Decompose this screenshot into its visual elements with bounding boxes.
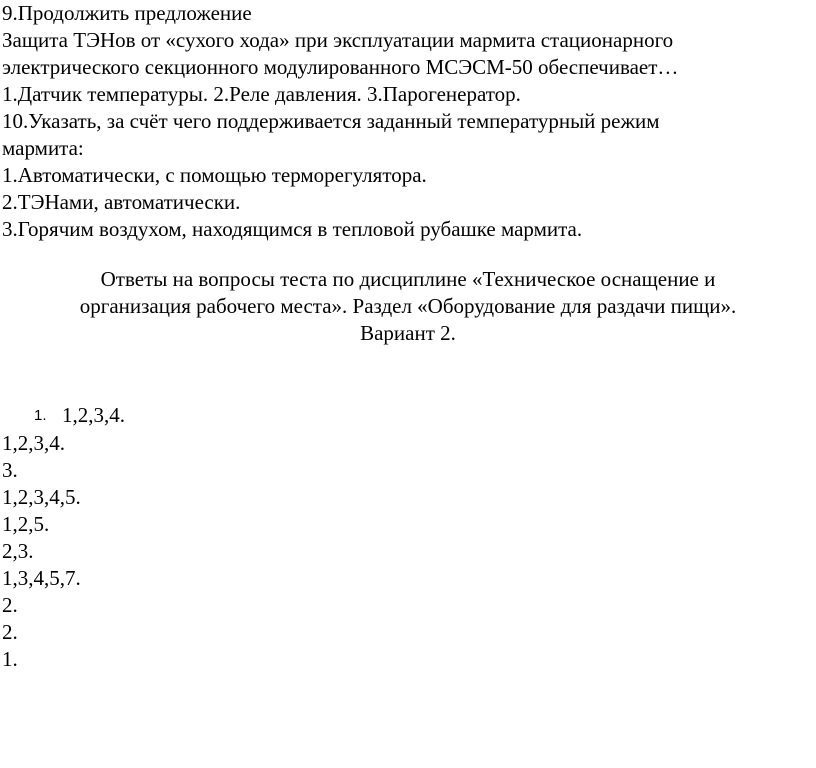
answer-3: 3. xyxy=(2,458,18,482)
question-9-title: 9.Продолжить предложение xyxy=(2,1,252,25)
answers-heading-line-1: Ответы на вопросы теста по дисциплине «Техническое оснащение и xyxy=(100,267,716,291)
question-10-option-3: 3.Горячим воздухом, находящимся в тепловой рубашке мармита. xyxy=(2,217,583,241)
answers-heading-variant: Вариант 2. xyxy=(360,321,456,345)
question-10-text-line-1: 10.Указать, за счёт чего поддерживается заданный температурный режим xyxy=(2,109,660,133)
answer-9: 2. xyxy=(2,620,18,644)
answer-5: 1,2,5. xyxy=(2,512,50,536)
answer-list-marker: 1. xyxy=(34,407,47,424)
answer-7: 1,3,4,5,7. xyxy=(2,566,81,590)
question-9-text-line-1: Защита ТЭНов от «сухого хода» при эксплуатации мармита стационарного xyxy=(2,28,674,52)
answer-8: 2. xyxy=(2,593,18,617)
question-10-option-2: 2.ТЭНами, автоматически. xyxy=(2,190,241,214)
question-10-option-1: 1.Автоматически, с помощью терморегулятора. xyxy=(2,163,427,187)
answer-6: 2,3. xyxy=(2,539,34,563)
answer-2: 1,2,3,4. xyxy=(2,431,65,455)
question-9-text-line-2: электрического секционного модулированного МСЭСМ-50 обеспечивает… xyxy=(2,55,679,79)
answers-heading-line-2: организация рабочего места». Раздел «Оборудование для раздачи пищи». xyxy=(79,294,737,318)
answer-10: 1. xyxy=(2,647,18,671)
answer-4: 1,2,3,4,5. xyxy=(2,485,81,509)
question-10-text-line-2: мармита: xyxy=(2,136,84,160)
answer-1: 1,2,3,4. xyxy=(62,403,125,427)
question-9-options: 1.Датчик температуры. 2.Реле давления. 3.Парогенератор. xyxy=(2,82,521,106)
